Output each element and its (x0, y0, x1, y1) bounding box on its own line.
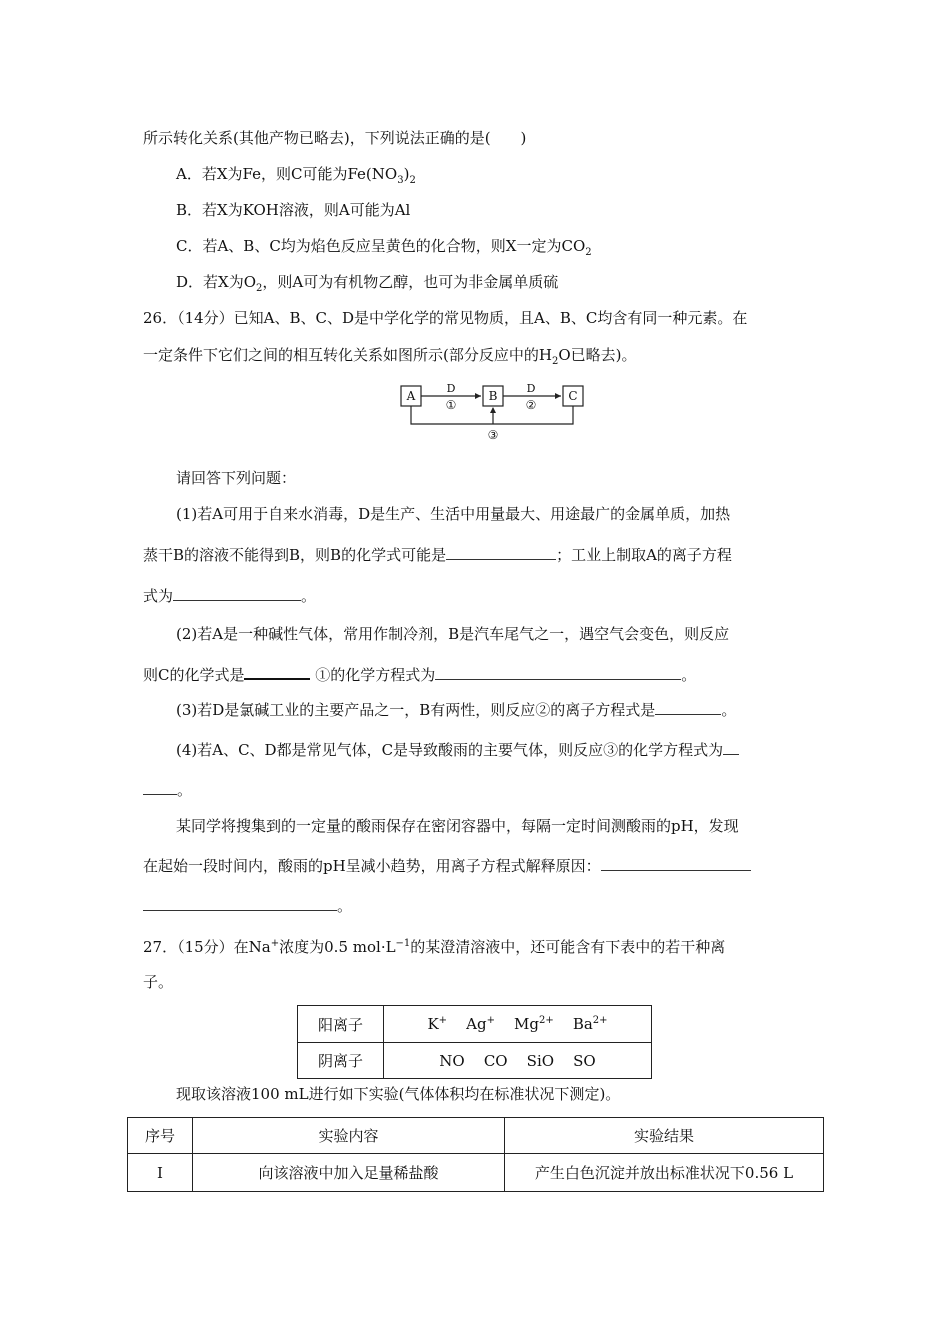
node-b: B (488, 389, 498, 403)
arrow-2-label: D (526, 382, 536, 395)
answer-blank[interactable] (601, 856, 751, 871)
answer-blank[interactable] (143, 780, 177, 795)
anion-list (384, 1043, 652, 1079)
arrow-1-label: D (446, 382, 456, 395)
q27-line1: 27．（15分）在Na+浓度为0.5 $mol\cdot L^{-1}$的某澄清溶液中，还可能含有下表中的若干种离 (143, 938, 726, 956)
header-result: 实验结果 (505, 1118, 824, 1154)
answer-blank[interactable] (723, 740, 739, 755)
answer-blank[interactable] (173, 586, 301, 601)
ion-so: SO (573, 1051, 596, 1070)
arrow-3-line (411, 406, 573, 424)
ion-k: K+ (427, 1015, 448, 1033)
part2-line1: (2)若A是一种碱性气体，常用作制冷剂，B是汽车尾气之一，遇空气会变色，则反应 (176, 625, 730, 643)
conversion-diagram (395, 382, 595, 442)
option-d: D．若X为$O_2$，则A可为有机物乙醇，也可为非金属单质硫 (176, 273, 559, 294)
row-result: 产生白色沉淀并放出标准状况下0.56 L (505, 1154, 824, 1192)
part4-line2: 。 (143, 780, 192, 800)
part1-line1: (1)若A可用于自来水消毒，D是生产、生活中用量最大、用途最广的金属单质，加热 (176, 505, 731, 523)
header-content: 实验内容 (193, 1118, 505, 1154)
cation-label: 阳离子 (298, 1006, 384, 1043)
acid-line1: 某同学将搜集到的一定量的酸雨保存在密闭容器中，每隔一定时间测酸雨的pH，发现 (176, 817, 739, 835)
node-c: C (568, 389, 578, 403)
q26-line1: 26．（14分）已知A、B、C、D是中学化学的常见物质，且A、B、C均含有同一种元素。在 (143, 309, 748, 327)
experiment-table (127, 1117, 824, 1192)
answer-blank[interactable] (435, 665, 681, 680)
table-row (128, 1154, 824, 1192)
part2-line2: 则C的化学式是 ①的化学方程式为 。 (143, 666, 697, 684)
part4-line1: (4)若A、C、D都是常见气体，C是导致酸雨的主要气体，则反应③的化学方程式为 (176, 740, 739, 760)
experiment-intro: 现取该溶液100 mL进行如下实验(气体体积均在标准状况下测定)。 (176, 1085, 621, 1103)
row-index: Ⅰ (128, 1154, 193, 1192)
option-a: A．若X为Fe，则C可能为$Fe(NO_3)_2$ (176, 165, 416, 186)
arrow-1-number: ① (445, 398, 457, 412)
part3-line: (3)若D是氯碱工业的主要产品之一，B有两性，则反应②的离子方程式是 。 (176, 701, 737, 719)
cation-list (384, 1006, 652, 1043)
question-stem: 所示转化关系(其他产物已略去)，下列说法正确的是( ) (143, 129, 527, 147)
ion-ag: Ag+ (466, 1015, 495, 1033)
answer-blank[interactable] (244, 664, 310, 680)
q26-line2: 一定条件下它们之间的相互转化关系如图所示(部分反应中的$H_2O$已略去)。 (143, 346, 637, 367)
answer-blank[interactable] (446, 545, 556, 560)
part1-line3: 式为 。 (143, 587, 317, 605)
anion-label: 阴离子 (298, 1043, 384, 1079)
ion-co: CO (483, 1051, 508, 1070)
option-b: B．若X为KOH溶液，则A可能为Al (176, 201, 411, 219)
answer-blank[interactable] (143, 896, 337, 911)
node-a: A (406, 389, 416, 403)
part1-line2: 蒸干B的溶液不能得到B，则B的化学式可能是 ；工业上制取A的离子方程 (143, 546, 732, 564)
answer-blank[interactable] (655, 700, 721, 715)
ion-no: NO (439, 1051, 465, 1070)
ion-table (297, 1005, 652, 1079)
ion-ba: $Ba^{2+}$ (572, 1015, 608, 1033)
ion-mg: $Mg^{2+}$ (514, 1015, 554, 1033)
row-content: 向该溶液中加入足量稀盐酸 (193, 1154, 505, 1192)
acid-line3: 。 (143, 896, 352, 916)
arrow-3-number: ③ (487, 428, 499, 442)
acid-line2: 在起始一段时间内，酸雨的pH呈减小趋势，用离子方程式解释原因： (143, 856, 751, 876)
ask-line: 请回答下列问题： (176, 469, 297, 487)
header-index: 序号 (128, 1118, 193, 1154)
ion-sio: SiO (526, 1051, 555, 1070)
q27-line2: 子。 (143, 973, 174, 991)
arrow-2-number: ② (525, 398, 537, 412)
option-c: C．若A、B、C均为焰色反应呈黄色的化合物，则X一定为$CO_2$ (176, 237, 592, 258)
